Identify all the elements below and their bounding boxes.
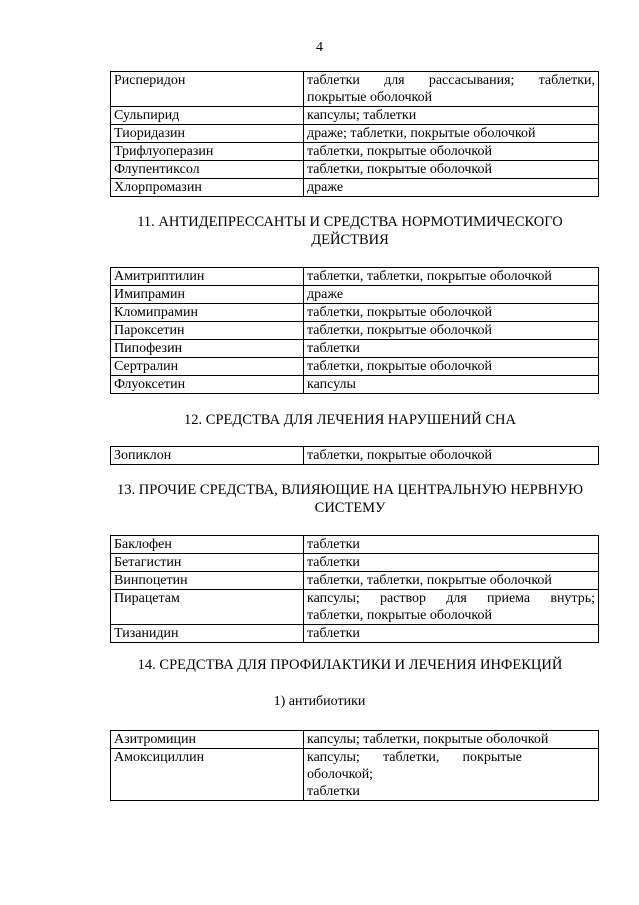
dosage-line: капсулы; таблетки, покрытые xyxy=(307,750,522,765)
dosage-forms: капсулы; таблетки, покрытые оболочкой xyxy=(304,731,599,749)
table-row xyxy=(111,72,599,107)
dosage-line: таблетки, покрытые оболочкой xyxy=(307,608,493,623)
dosage-forms: капсулы xyxy=(304,376,599,394)
section-heading-14 xyxy=(60,656,639,674)
table-row xyxy=(111,376,599,394)
table-row xyxy=(111,358,599,376)
heading-line: 12. СРЕДСТВА ДЛЯ ЛЕЧЕНИЯ НАРУШЕНИЙ СНА xyxy=(184,412,516,428)
drug-name: Пипофезин xyxy=(111,340,304,358)
table-row xyxy=(111,125,599,143)
dosage-forms: таблетки, покрытые оболочкой xyxy=(304,447,599,465)
drug-name: Пароксетин xyxy=(111,322,304,340)
dosage-forms: таблетки, таблетки, покрытые оболочкой xyxy=(304,572,599,590)
heading-line: ДЕЙСТВИЯ xyxy=(311,232,389,248)
table-row xyxy=(111,625,599,643)
dosage-forms: таблетки, покрытые оболочкой xyxy=(304,322,599,340)
drug-name: Кломипрамин xyxy=(111,304,304,322)
section-heading-12 xyxy=(60,411,639,429)
dosage-forms: таблетки, покрытые оболочкой xyxy=(304,161,599,179)
dosage-forms: таблетки, покрытые оболочкой xyxy=(304,143,599,161)
heading-line: 14. СРЕДСТВА ДЛЯ ПРОФИЛАКТИКИ И ЛЕЧЕНИЯ ИНФЕКЦИЙ xyxy=(137,657,563,673)
drug-name: Пирацетам xyxy=(111,590,304,625)
drug-name: Флупентиксол xyxy=(111,161,304,179)
section-heading-13 xyxy=(60,481,639,517)
dosage-forms xyxy=(304,590,599,625)
dosage-forms: таблетки xyxy=(304,340,599,358)
drug-name: Тизанидин xyxy=(111,625,304,643)
dosage-line: капсулы; раствор для приема внутрь; xyxy=(307,591,595,606)
table-row xyxy=(111,731,599,749)
drug-name: Тиоридазин xyxy=(111,125,304,143)
table-row xyxy=(111,143,599,161)
table-row xyxy=(111,749,599,801)
dosage-line: покрытые оболочкой xyxy=(307,90,433,105)
page-number: 4 xyxy=(316,40,323,55)
drug-name: Трифлуоперазин xyxy=(111,143,304,161)
table-row xyxy=(111,554,599,572)
heading-line: 13. ПРОЧИЕ СРЕДСТВА, ВЛИЯЮЩИЕ НА ЦЕНТРАЛЬНУЮ НЕРВНУЮ xyxy=(116,482,584,498)
drug-name: Амитриптилин xyxy=(111,268,304,286)
drug-name: Баклофен xyxy=(111,536,304,554)
drug-name: Хлорпромазин xyxy=(111,179,304,197)
dosage-forms: таблетки, таблетки, покрытые оболочкой xyxy=(304,268,599,286)
dosage-forms: драже xyxy=(304,179,599,197)
drug-name: Амоксициллин xyxy=(111,749,304,801)
table-row xyxy=(111,268,599,286)
dosage-forms xyxy=(304,72,599,107)
subsection-heading-antibiotics: 1) антибиотики xyxy=(273,694,366,709)
drug-name: Азитромицин xyxy=(111,731,304,749)
dosage-forms: драже xyxy=(304,286,599,304)
section-heading-11 xyxy=(60,213,639,249)
table-row xyxy=(111,179,599,197)
drug-name: Рисперидон xyxy=(111,72,304,107)
drug-table-sleep xyxy=(110,446,599,465)
drug-name: Бетагистин xyxy=(111,554,304,572)
dosage-forms: драже; таблетки, покрытые оболочкой xyxy=(304,125,599,143)
drug-table-antibiotics xyxy=(110,730,599,801)
table-row xyxy=(111,536,599,554)
dosage-forms: таблетки xyxy=(304,554,599,572)
dosage-forms: таблетки xyxy=(304,625,599,643)
dosage-forms: таблетки xyxy=(304,536,599,554)
table-row xyxy=(111,447,599,465)
drug-name: Сертралин xyxy=(111,358,304,376)
table-row xyxy=(111,340,599,358)
heading-line: СИСТЕМУ xyxy=(314,500,386,516)
table-row xyxy=(111,572,599,590)
drug-table-continuation xyxy=(110,71,599,197)
drug-name: Флуоксетин xyxy=(111,376,304,394)
dosage-forms xyxy=(304,749,599,801)
dosage-forms: таблетки, покрытые оболочкой xyxy=(304,304,599,322)
table-row xyxy=(111,286,599,304)
dosage-forms: таблетки, покрытые оболочкой xyxy=(304,358,599,376)
table-row xyxy=(111,322,599,340)
dosage-line: таблетки для рассасывания; таблетки, xyxy=(307,73,595,88)
dosage-line: таблетки xyxy=(307,784,360,799)
drug-name: Имипрамин xyxy=(111,286,304,304)
drug-name: Зопиклон xyxy=(111,447,304,465)
drug-name: Сульпирид xyxy=(111,107,304,125)
heading-line: 11. АНТИДЕПРЕССАНТЫ И СРЕДСТВА НОРМОТИМИЧЕСКОГО xyxy=(137,214,563,230)
dosage-line: оболочкой; xyxy=(307,767,374,782)
dosage-forms: капсулы; таблетки xyxy=(304,107,599,125)
table-row xyxy=(111,590,599,625)
table-row xyxy=(111,304,599,322)
drug-name: Винпоцетин xyxy=(111,572,304,590)
table-row xyxy=(111,161,599,179)
drug-table-cns xyxy=(110,535,599,643)
drug-table-antidepressants xyxy=(110,267,599,394)
table-row xyxy=(111,107,599,125)
